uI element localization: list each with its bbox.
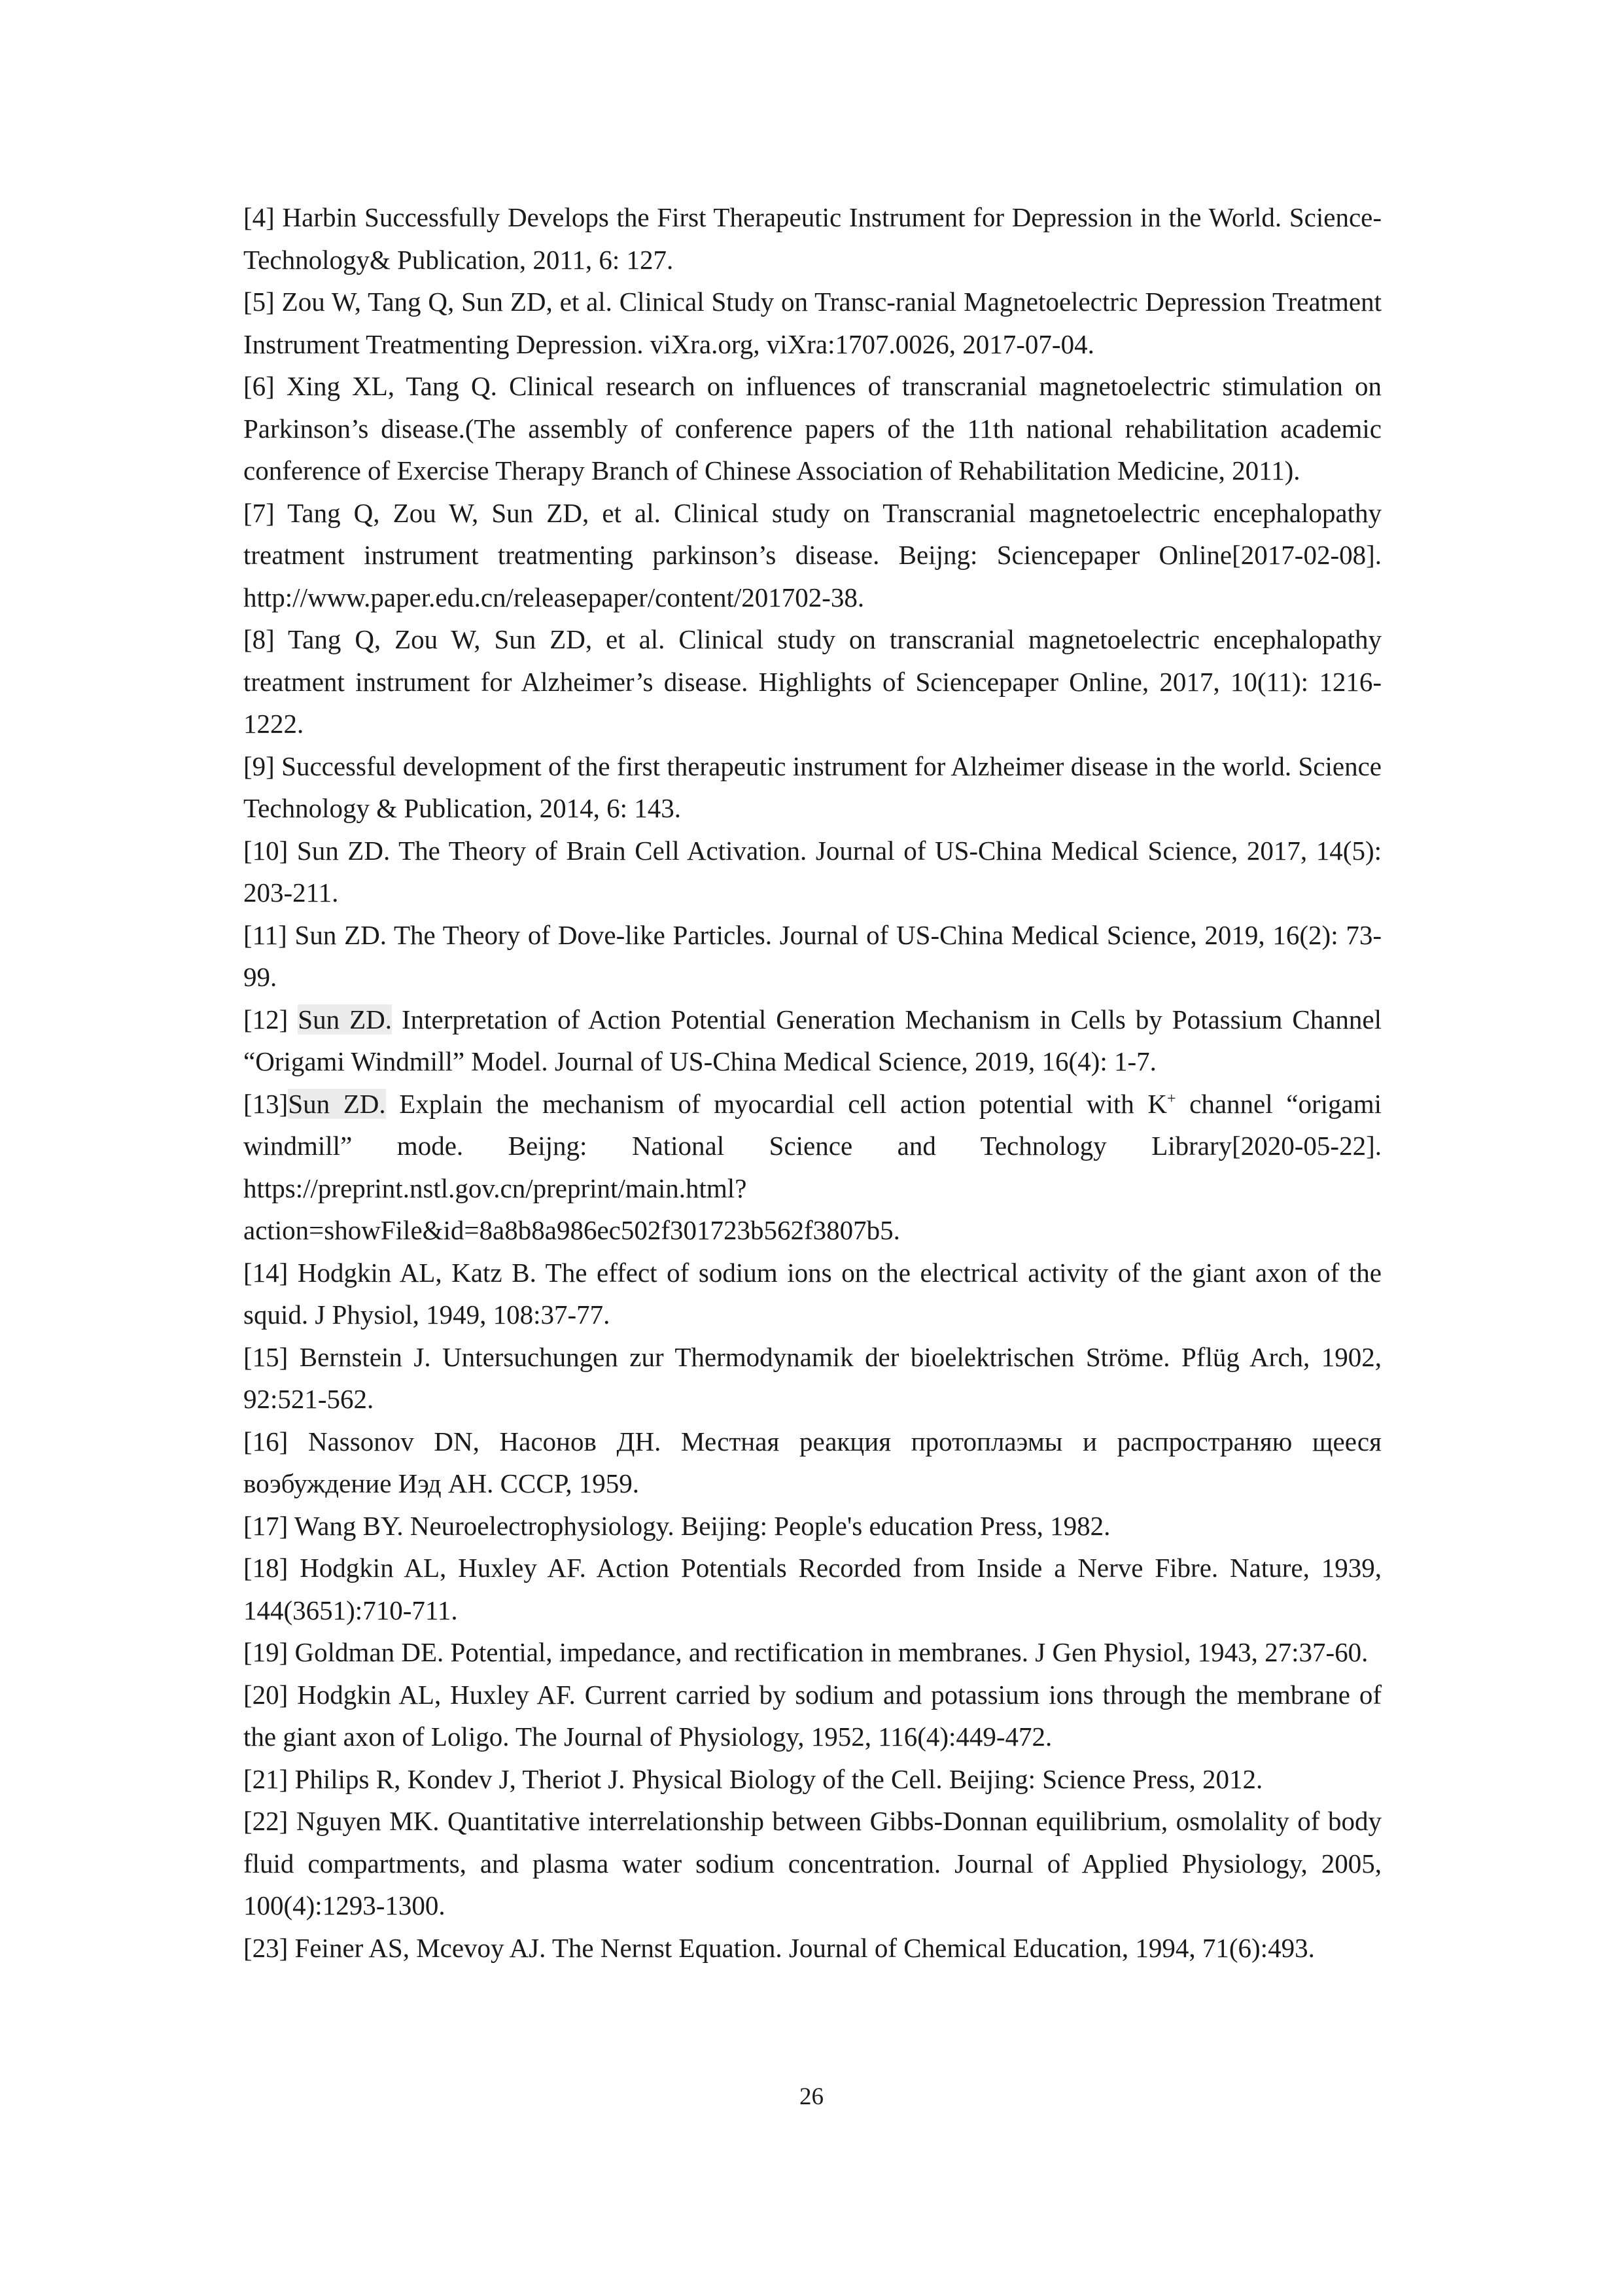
reference-prefix: [13] [243, 1088, 288, 1119]
reference-item: [15] Bernstein J. Untersuchungen zur Thermodynamik der bioelektrischen Ströme. Pflüg Arch, 1902, 92:521-562. [243, 1341, 1382, 1414]
reference-item: [5] Zou W, Tang Q, Sun ZD, et al. Clinical Study on Transc-ranial Magnetoelectric Depression Treatment Instrument Treatmenting Depression. viXra.org, viXra:1707.0026, 2017-07-04. [243, 287, 1382, 359]
page-number: 26 [799, 2083, 824, 2110]
reference-item: [11] Sun ZD. The Theory of Dove-like Particles. Journal of US-China Medical Science, 2019, 16(2): 73-99. [243, 919, 1382, 992]
reference-list [243, 196, 1382, 1969]
reference-author-highlight: Sun ZD. [298, 1004, 392, 1034]
reference-item: [10] Sun ZD. The Theory of Brain Cell Activation. Journal of US-China Medical Science, 2017, 14(5): 203-211. [243, 835, 1382, 908]
reference-item: [22] Nguyen MK. Quantitative interrelationship between Gibbs-Donnan equilibrium, osmolality of body fluid compartments, and plasma water sodium concentration. Journal of Applied Physiology, 2005, 100(4):1293-1300. [243, 1806, 1382, 1920]
reference-item: [16] Nassonov DN, Насонов ДН. Местная реакция протоплаэмы и распространяю щееся воэбуждение Иэд АН. СССР, 1959. [243, 1426, 1382, 1498]
reference-item: [4] Harbin Successfully Develops the First Therapeutic Instrument for Depression in the World. Science-Technology& Publication, 2011, 6: 127. [243, 202, 1382, 275]
reference-item: [9] Successful development of the first therapeutic instrument for Alzheimer disease in the world. Science Technology & Publication, 2014, 6: 143. [243, 751, 1382, 823]
reference-item: [14] Hodgkin AL, Katz B. The effect of sodium ions on the electrical activity of the giant axon of the squid. J Physiol, 1949, 108:37-77. [243, 1257, 1382, 1330]
reference-item: [19] Goldman DE. Potential, impedance, and rectification in membranes. J Gen Physiol, 1943, 27:37-60. [243, 1637, 1369, 1667]
reference-item: [7] Tang Q, Zou W, Sun ZD, et al. Clinical study on Transcranial magnetoelectric encephalopathy treatment instrument treatmenting parkinson’s disease. Beijng: Sciencepaper Online[2017-02-08]. http://www.paper.edu.cn/releasepaper/content/201702-38. [243, 497, 1382, 612]
reference-item: [18] Hodgkin AL, Huxley AF. Action Potentials Recorded from Inside a Nerve Fibre. Nature, 1939, 144(3651):710-711. [243, 1553, 1382, 1625]
reference-item [243, 1083, 1382, 1252]
reference-item: [20] Hodgkin AL, Huxley AF. Current carried by sodium and potassium ions through the membrane of the giant axon of Loligo. The Journal of Physiology, 1952, 116(4):449-472. [243, 1679, 1382, 1752]
reference-prefix: [12] [243, 1004, 298, 1034]
reference-item: [8] Tang Q, Zou W, Sun ZD, et al. Clinical study on transcranial magnetoelectric encephalopathy treatment instrument for Alzheimer’s disease. Highlights of Sciencepaper Online, 2017, 10(11): 1216-1222. [243, 624, 1382, 739]
reference-item: [17] Wang BY. Neuroelectrophysiology. Beijing: People's education Press, 1982. [243, 1510, 1111, 1541]
reference-item [243, 998, 1382, 1083]
reference-rest: Interpretation of Action Potential Generation Mechanism in Cells by Potassium Channel “Origami Windmill” Model. Journal of US-China Medical Science, 2019, 16(4): 1-7. [243, 1004, 1382, 1076]
reference-author-highlight: Sun ZD. [288, 1088, 386, 1119]
reference-mid: Explain the mechanism of myocardial cell action potential with K [385, 1088, 1167, 1119]
reference-item: [21] Philips R, Kondev J, Theriot J. Physical Biology of the Cell. Beijing: Science Press, 2012. [243, 1763, 1263, 1794]
reference-item: [23] Feiner AS, Mcevoy AJ. The Nernst Equation. Journal of Chemical Education, 1994, 71(6):493. [243, 1932, 1315, 1963]
reference-rest: channel “origami windmill” mode. Beijng: National Science and Technology Library[2020-05-22]. https://preprint.nstl.gov.cn/preprint/main.html?action=showFile&id=8a8b8a986ec502f301723b562f3807b5. [243, 1088, 1382, 1245]
reference-item: [6] Xing XL, Tang Q. Clinical research on influences of transcranial magnetoelectric stimulation on Parkinson’s disease.(The assembly of conference papers of the 11th national rehabilitation academic conference of Exercise Therapy Branch of Chinese Association of Rehabilitation Medicine, 2011). [243, 371, 1382, 486]
superscript-plus: + [1167, 1089, 1176, 1107]
